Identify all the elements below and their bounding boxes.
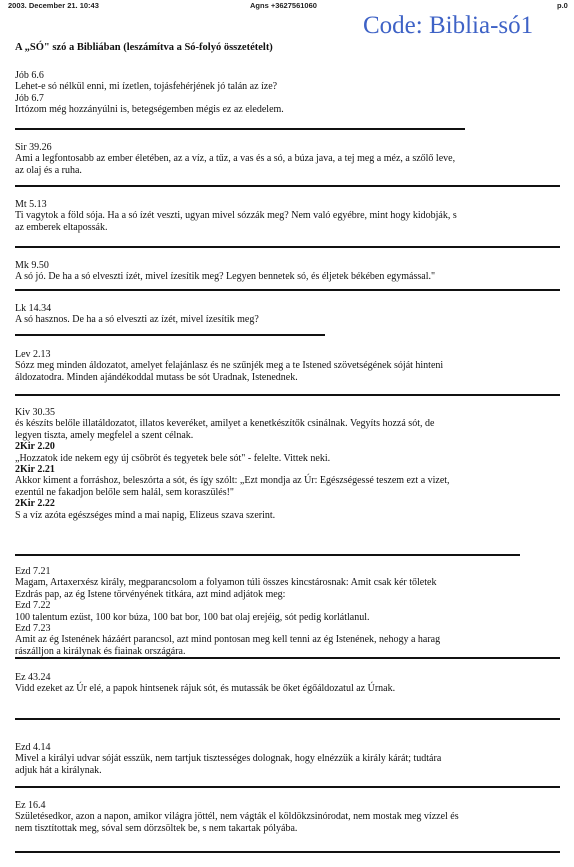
verse-reference: Sir 39.26 [15,142,52,153]
verse-text-line: legyen tiszta, amely megfelel a szent célnak. [15,429,194,441]
verse-text-line: Amit az ég Istenének házáért parancsol, azt mind pontosan meg kell tenni az ég Istenének, nehogy a harag [15,634,441,646]
entry-divider [15,394,560,396]
verse-entry [15,672,570,695]
entry-divider [15,554,520,556]
entry-divider [15,185,560,187]
verse-reference: Ezd 7.21 [15,566,51,577]
verse-reference: 2Kir 2.21 [15,464,55,476]
entry-divider [15,289,560,291]
document-code: Code: Biblia-só1 [363,12,534,39]
verse-text-line: Mivel a királyi udvar sóját esszük, nem tartjuk tisztességes dolognak, hogy elnézzük a király kárát; tudtára [15,753,442,765]
verse-text-line: Ami a legfontosabb az ember életében, az a víz, a tűz, a vas és a só, a búza java, a tej meg a méz, a szőlő leve, [15,153,456,165]
verse-text-line: „Hozzatok ide nekem egy új csöbröt és tegyetek bele sót" - felelte. Vittek neki. [15,452,331,464]
verse-text-line: az olaj és a ruha. [15,164,82,176]
verse-text-line: Magam, Artaxerxész király, megparancsolom a folyamon túli összes kincstárosnak: Amit csak kér tőletek [15,577,437,589]
fax-header-page: p.0 [557,1,568,10]
verse-text-line: rászálljon a királynak és fiainak országára. [15,645,186,657]
verse-text-line: áldozatodra. Minden ajándékoddal mutass be sót Uradnak, Istenednek. [15,371,298,383]
verse-text-line: Ezd 7.22 [15,600,51,612]
verse-entry [15,349,570,383]
verse-entry [15,800,570,834]
entry-divider [15,246,560,248]
verse-entry [15,70,570,116]
verse-entry [15,303,570,326]
verse-reference: Jób 6.6 [15,70,44,81]
entry-divider [15,851,560,853]
entry-divider [15,786,560,788]
verse-entry [15,742,570,776]
verse-entry [15,260,570,283]
verse-text-line: Ti vagytok a föld sója. Ha a só ízét veszti, ugyan mivel sózzák meg? Nem való egyébre, mint hogy kidobják, s [15,210,457,222]
verse-text-line: A só jó. De ha a só elveszti ízét, mivel ízesítik meg? Legyen bennetek só, és éljetek békében egymással." [15,271,436,283]
verse-entry [15,566,570,657]
entry-divider [15,718,560,720]
verse-entry [15,142,570,176]
verse-text-line: Ezd 7.23 [15,623,51,635]
page-title: A „SÓ" szó a Bibliában (leszámítva a Só-folyó összetételt) [15,42,273,53]
verse-text-line: Ezdrás pap, az ég Istene törvényének titkára, azt mind adjátok meg: [15,588,286,600]
verse-text-line: Irtózom még hozzányúlni is, betegségemben mégis ez az eledelem. [15,104,284,116]
verse-reference: Mk 9.50 [15,260,49,271]
verse-reference: 2Kir 2.20 [15,441,55,453]
verse-text-line: Akkor kiment a forráshoz, beleszórta a sót, és így szólt: „Ezt mondja az Úr: Egészségessé teszem ezt a vizet, [15,475,450,487]
verse-text-line: Születésedkor, azon a napon, amikor világra jöttél, nem vágták el köldökzsinórodat, nem mostak meg vízzel és [15,811,459,823]
verse-text-line: S a víz azóta egészséges mind a mai napig, Elizeus szava szerint. [15,509,276,521]
verse-reference: Ez 16.4 [15,800,46,811]
verse-text-line: Vidd ezeket az Úr elé, a papok hintsenek rájuk sót, és mutassák be őket égőáldozatul az Úrnak. [15,683,396,695]
verse-entry [15,199,570,233]
verse-reference: Lev 2.13 [15,349,51,360]
entry-divider [15,128,465,130]
verse-text-line: ezentúl ne fakadjon belőle sem halál, sem koraszülés!" [15,486,234,498]
verse-text-line: nem tisztítottak meg, sóval sem dörzsöltek be, s nem takartak pólyába. [15,822,298,834]
verse-reference: Kiv 30.35 [15,407,55,418]
entry-divider [15,657,560,659]
fax-header-date: 2003. December 21. 10:43 [8,1,99,10]
verse-text-line: A só hasznos. De ha a só elveszti az ízét, mivel ízesítik meg? [15,314,259,326]
verse-text-line: Sózz meg minden áldozatot, amelyet felajánlasz és ne szűnjék meg a te Istened szövetségének sóját hinteni [15,360,444,372]
verse-reference: 2Kir 2.22 [15,498,55,510]
verse-reference: Ezd 4.14 [15,742,51,753]
verse-reference: Ez 43.24 [15,672,51,683]
verse-text-line: és készíts belőle illatáldozatot, illatos keveréket, amilyet a kenetkészítők csinálnak. Vegyíts hozzá sót, de [15,418,435,430]
verse-text-line: az emberek eltapossák. [15,221,108,233]
verse-entry [15,407,570,521]
verse-text-line: adjuk hát a királynak. [15,764,102,776]
fax-header-phone: Agns +3627561060 [250,1,317,10]
verse-text-line: Jób 6.7 [15,92,44,104]
verse-text-line: Lehet-e só nélkül enni, mi ízetlen, tojásfehérjének jó talán az íze? [15,81,278,93]
verse-reference: Mt 5.13 [15,199,47,210]
verse-reference: Lk 14.34 [15,303,52,314]
verse-text-line: 100 talentum ezüst, 100 kor búza, 100 bat bor, 100 bat olaj erejéig, sót pedig korlátlanul. [15,611,370,623]
entry-divider [15,334,325,336]
